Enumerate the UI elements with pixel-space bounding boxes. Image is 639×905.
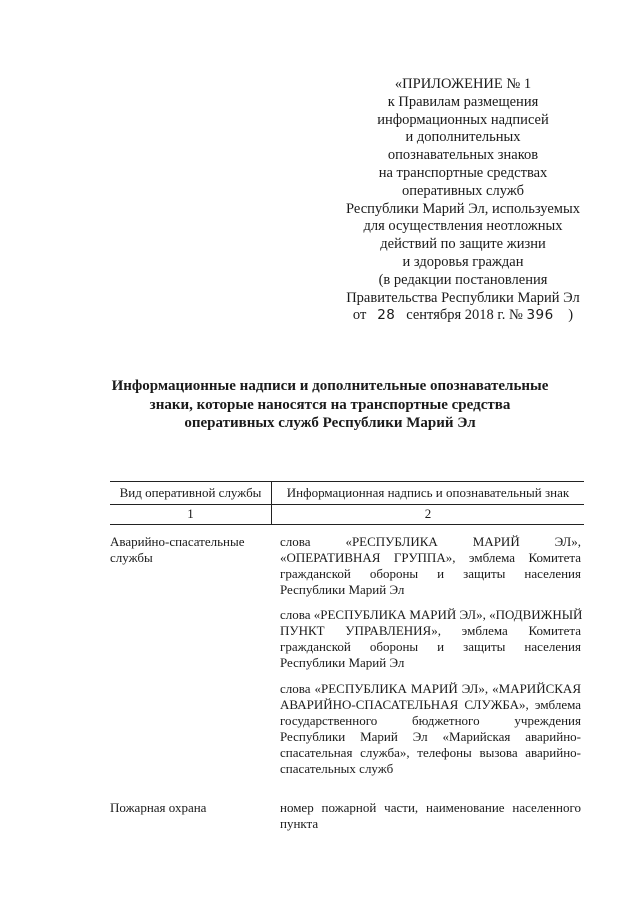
inscription-paragraph [280,681,581,777]
inscription-line: государственного бюджетного учреждения [280,713,581,728]
service-name-line: службы [110,550,153,565]
document-title [100,377,560,433]
title-line: знаки, которые наносятся на транспортные средства [149,396,511,413]
appendix-block [318,76,608,325]
appendix-line: (в редакции постановления [378,271,548,288]
appendix-line: и здоровья граждан [402,253,524,270]
date-number: 396 [526,307,554,324]
appendix-date-line [318,307,608,325]
title-line: оперативных служб Республики Марий Эл [184,415,476,431]
date-close: ) [568,307,574,324]
inscription-paragraph [280,607,581,671]
inscription-line: номер пожарной части, наименование населенного [280,800,581,815]
appendix-line: действий по защите жизни [380,236,546,253]
inscription-line: слова «РЕСПУБЛИКА МАРИЙ ЭЛ», «ПОДВИЖНЫЙ [280,607,583,622]
inscription-line: пункта [280,816,319,831]
date-day: 28 [377,307,396,324]
inscription-line: гражданской обороны и защиты населения [280,639,581,654]
title-line: Информационные надписи и дополнительные опознавательные [111,378,549,394]
appendix-line: для осуществления неотложных [363,218,563,235]
header-inscription: Информационная надпись и опознавательный знак [286,485,570,500]
inscription-line: слова «РЕСПУБЛИКА МАРИЙ ЭЛ», «МАРИЙСКАЯ [280,681,581,696]
inscription-line: «ОПЕРАТИВНАЯ ГРУППА», эмблема Комитета [280,550,581,565]
appendix-line: опознавательных знаков [387,147,539,164]
inscription-paragraph [280,534,581,598]
inscription-line: Республики Марий Эл [280,655,405,670]
inscription-paragraph [280,800,581,832]
table-header-row [110,481,584,505]
service-name [110,800,206,816]
inscription-line: Республики Марий Эл «Марийская аварийно- [280,729,581,744]
appendix-line: «ПРИЛОЖЕНИЕ № 1 [394,76,532,92]
inscription-line: ПУНКТ УПРАВЛЕНИЯ», эмблема Комитета [280,623,581,638]
appendix-line: Правительства Республики Марий Эл [346,289,580,306]
inscription-line: спасательных служб [280,761,394,776]
inscription-line: АВАРИЙНО-СПАСАТЕЛЬНАЯ СЛУЖБА», эмблема [280,697,581,712]
appendix-line: информационных надписей [377,111,549,128]
date-prefix: от [352,307,367,324]
column-number: 2 [424,506,432,521]
appendix-line: Республики Марий Эл, используемых [346,200,580,217]
header-service-type: Вид оперативной службы [110,482,272,504]
service-name-line: Пожарная охрана [110,800,207,815]
service-name [110,534,245,566]
table-number-row [110,505,584,525]
date-rest: сентября 2018 г. № [406,307,523,324]
appendix-line: и дополнительных [405,129,521,146]
services-table [110,481,584,525]
inscription-line: гражданской обороны и защиты населения [280,566,581,581]
inscription-line: Республики Марий Эл [280,582,405,597]
inscription-line: слова «РЕСПУБЛИКА МАРИЙ ЭЛ», [280,534,581,549]
column-number: 1 [110,505,272,524]
service-name-line: Аварийно-спасательные [110,534,245,549]
appendix-line: на транспортные средствах [378,164,548,181]
appendix-line: к Правилам размещения [387,93,539,110]
inscription-line: спасательная служба», телефоны вызова аварийно- [280,745,581,760]
appendix-line: оперативных служб [401,182,524,199]
